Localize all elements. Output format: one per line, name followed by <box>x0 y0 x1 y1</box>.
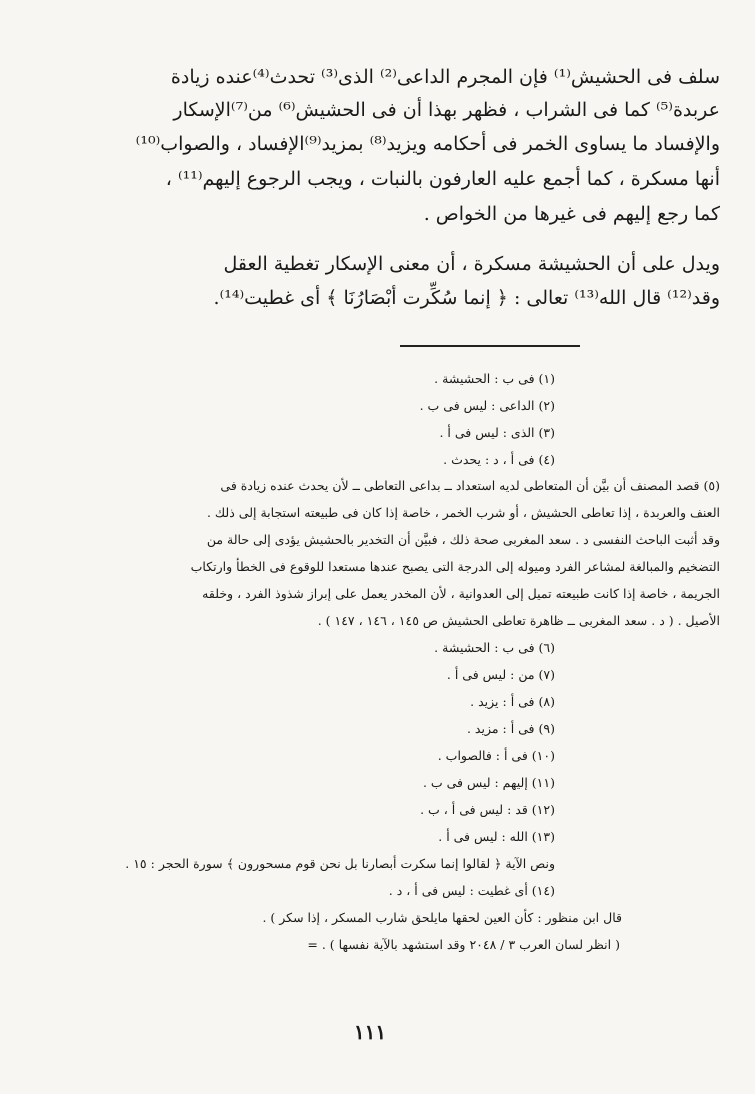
main-line: أنها مسكرة ، كما أجمع عليه العارفون بالنبات ، ويجب الرجوع إليهم⁽¹¹⁾ ، <box>165 168 720 190</box>
footnote: (٦) فى ب : الحشيشة . <box>434 640 555 655</box>
main-line: عربدة⁽⁵⁾ كما فى الشراب ، فظهر بهذا أن فى الحشيش⁽⁶⁾ من⁽⁷⁾الإسكار <box>173 99 720 121</box>
footnote: قال ابن منظور : كأن العين لحقها مايلحق شارب المسكر ، إذا سكر ) . <box>262 910 622 925</box>
footnote: (١١) إليهم : ليس فى ب . <box>422 775 555 790</box>
footnote: التضخيم والمبالغة لمشاعر الفرد وميوله إلى الدرجة التى يصبح عندها مستعدا للوقوع فى الخطأ وارتكاب <box>190 559 720 574</box>
footnote: وقد أثبت الباحث النفسى د . سعد المغربى صحة ذلك ، فبيَّن أن التخدير بالحشيش يؤدى إلى حالة من <box>206 532 720 547</box>
footnote: (١٢) قد : ليس فى أ ، ب . <box>420 802 555 817</box>
page-number: ١١١ <box>353 1020 387 1044</box>
footnote: (١٣) الله : ليس فى أ . <box>438 829 555 844</box>
footnote: (٤) فى أ ، د : يحدث . <box>443 452 555 467</box>
footnote: الأصيل . ( د . سعد المغربى ــ ظاهرة تعاطى الحشيش ص ١٤٥ ، ١٤٦ ، ١٤٧ ) . <box>317 613 720 628</box>
footnote: الجريمة ، خاصة إذا كانت طبيعته تميل إلى العدوانية ، لأن المخدر يعمل على إبراز شذوذ الفرد ، وخلقه <box>202 586 720 601</box>
footnote: (٥) قصد المصنف أن بيَّن أن المتعاطى لديه استعداد ــ بداعى التعاطى ــ لأن يحدث عنده زيادة فى <box>220 478 720 493</box>
main-line: والإفساد ما يساوى الخمر فى أحكامه ويزيد⁽⁸⁾ بمزيد⁽⁹⁾الإفساد ، والصواب⁽¹⁰⁾ <box>135 133 720 155</box>
footnote: ونص الآية ﴿ لقالوا إنما سكرت أبصارنا بل نحن قوم مسحورون ﴾ سورة الحجر : ١٥ . <box>125 856 555 871</box>
footnote: (٩) فى أ : مزيد . <box>466 721 555 736</box>
main-line: وقد⁽¹²⁾ قال الله⁽¹³⁾ تعالى : ﴿ إنما سُكِّرت أبْصَارُنَا ﴾ أى غطيت⁽¹⁴⁾. <box>213 287 720 309</box>
footnote-divider <box>400 345 580 347</box>
footnote: (٧) من : ليس فى أ . <box>446 667 555 682</box>
footnote: (١٠) فى أ : فالصواب . <box>437 748 555 763</box>
main-line: ويدل على أن الحشيشة مسكرة ، أن معنى الإسكار تغطية العقل <box>223 253 720 275</box>
footnote: (١٤) أى غطيت : ليس فى أ ، د . <box>388 883 555 898</box>
footnote: ( انظر لسان العرب ٣ / ٢٠٤٨ وقد استشهد بالآية نفسها ) . = <box>307 937 620 952</box>
main-line: كما رجع إليهم فى غيرها من الخواص . <box>423 203 720 225</box>
main-line: سلف فى الحشيش⁽¹⁾ فإن المجرم الداعى⁽²⁾ الذى⁽³⁾ تحدث⁽⁴⁾عنده زيادة <box>170 66 720 88</box>
footnote: (١) فى ب : الحشيشة . <box>434 371 555 386</box>
footnote: (٢) الداعى : ليس فى ب . <box>419 398 555 413</box>
footnote: العنف والعربدة ، إذا تعاطى الحشيش ، أو شرب الخمر ، خاصة إذا كان فى طبيعته استجابة إلى ذلك . <box>206 505 720 520</box>
footnote: (٨) فى أ : يزيد . <box>470 694 555 709</box>
footnote: (٣) الذى : ليس فى أ . <box>439 425 555 440</box>
